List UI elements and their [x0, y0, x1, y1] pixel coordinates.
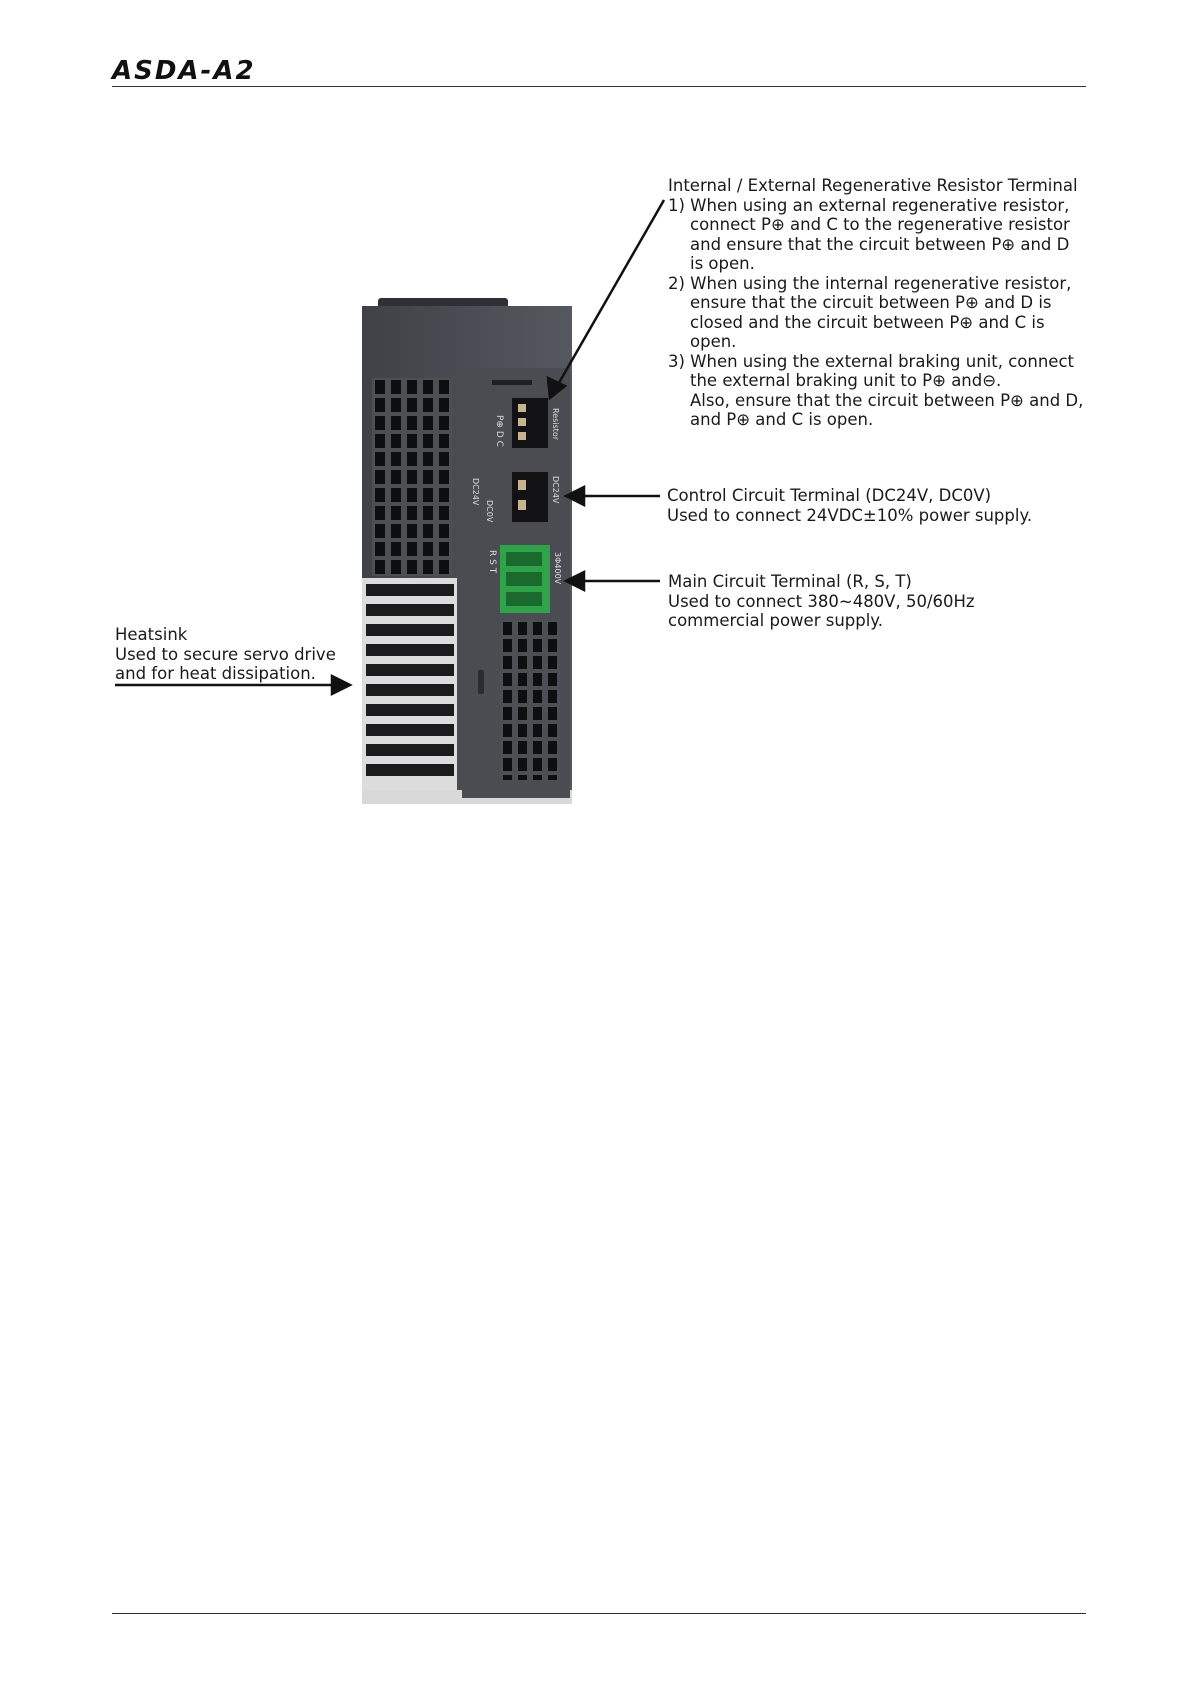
callout-main-line: Used to connect 380~480V, 50/60Hz: [668, 591, 975, 611]
callout-regen-line: and P⊕ and C is open.: [690, 410, 874, 429]
footer-rule: [112, 1613, 1086, 1614]
regen-connector: [512, 398, 548, 448]
callout-main-line: commercial power supply.: [668, 611, 883, 630]
callout-regen-line: closed and the circuit between P⊕ and C is: [690, 312, 1045, 332]
callout-heatsink-line: Used to secure servo drive: [115, 644, 336, 664]
callout-control-line: Used to connect 24VDC±10% power supply.: [667, 505, 1033, 525]
callout-regen-line: 2) When using the internal regenerative resistor,: [668, 273, 1072, 293]
label-main-pins: R S T: [487, 550, 497, 574]
lower-vent-grill: [500, 620, 560, 780]
label-control-pin1: DC24V: [471, 478, 480, 506]
callout-regen-line: the external braking unit to P⊕ and⊖.: [690, 371, 1002, 390]
label-control-pin2: DC0V: [485, 500, 494, 523]
callout-regen-line: 1) When using an external regenerative resistor,: [668, 195, 1070, 215]
callout-main-title: Main Circuit Terminal (R, S, T): [668, 572, 912, 591]
callout-regen-line: open.: [690, 332, 737, 351]
callout-heatsink-line: and for heat dissipation.: [115, 664, 316, 683]
upper-vent-grill: [372, 378, 452, 576]
callout-regen-line: connect P⊕ and C to the regenerative resistor: [690, 215, 1070, 234]
callout-heatsink-title: Heatsink: [115, 625, 188, 644]
label-main-tag: 3Φ400V: [553, 552, 562, 585]
callout-regen-line: 3) When using the external braking unit, connect: [668, 351, 1074, 371]
label-control-tag: DC24V: [551, 476, 560, 504]
callout-regen-line: is open.: [690, 254, 755, 273]
control-connector: [512, 472, 548, 522]
callout-regen-line: and ensure that the circuit between P⊕ and D: [690, 234, 1070, 254]
label-regen-pins: P⊕ D C: [494, 415, 504, 447]
brand-logo: ASDA-A2: [112, 56, 256, 86]
callout-regen-title: Internal / External Regenerative Resistor Terminal: [668, 176, 1078, 195]
callout-regen-line: ensure that the circuit between P⊕ and D is: [690, 293, 1052, 312]
label-regen-tag: Resistor: [551, 408, 560, 440]
callout-main-circuit: [668, 572, 975, 631]
callout-heatsink: [115, 625, 336, 684]
callout-control-circuit: [667, 486, 1032, 525]
callout-regen-line: Also, ensure that the circuit between P⊕ and D,: [690, 390, 1084, 410]
arrow-regen: [556, 200, 664, 388]
callout-control-title: Control Circuit Terminal (DC24V, DC0V): [667, 486, 992, 505]
callout-regen-resistor: [668, 176, 1083, 430]
